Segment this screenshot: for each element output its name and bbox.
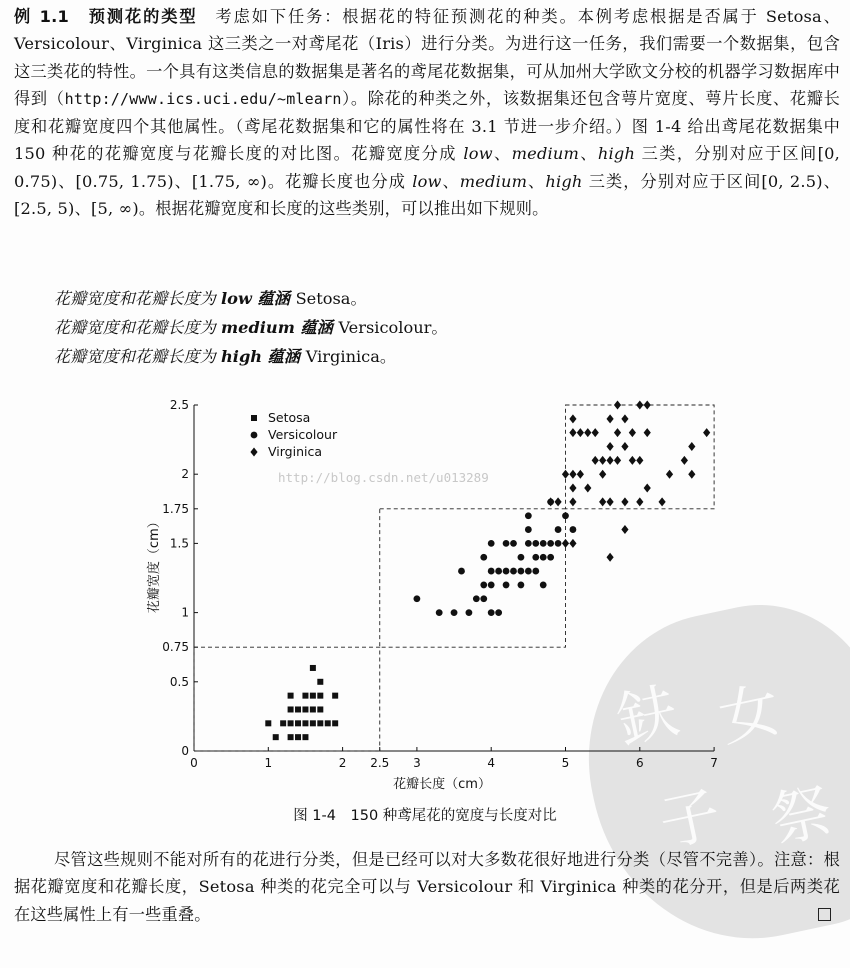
rule-class: Virginica bbox=[305, 347, 380, 366]
versicolour-point bbox=[547, 554, 554, 561]
x-tick-label: 0 bbox=[190, 756, 198, 770]
virginica-point bbox=[636, 497, 643, 506]
rule-level: medium bbox=[221, 318, 295, 337]
setosa-point bbox=[325, 720, 331, 726]
setosa-point bbox=[302, 720, 308, 726]
rule-text: 花瓣宽度和花瓣长度为 bbox=[54, 289, 222, 308]
url-watermark: http://blog.csdn.net/u013289 bbox=[278, 470, 489, 485]
virginica-point bbox=[569, 484, 576, 493]
virginica-point bbox=[569, 470, 576, 479]
legend-label: Virginica bbox=[268, 444, 323, 459]
x-tick-label: 1 bbox=[264, 756, 273, 770]
setosa-point bbox=[332, 693, 338, 699]
virginica-point bbox=[569, 428, 576, 437]
y-tick-label: 1 bbox=[181, 605, 189, 620]
seal-glyph: 鈇 bbox=[611, 675, 685, 757]
virginica-point bbox=[621, 442, 628, 451]
versicolour-point bbox=[525, 526, 532, 533]
seal-glyph: 祭 bbox=[765, 775, 839, 857]
setosa-point bbox=[310, 706, 316, 712]
uci-url: http://www.ics.uci.edu/~mlearn bbox=[64, 89, 342, 108]
setosa-point bbox=[302, 706, 308, 712]
rule-text: 蕴涵 bbox=[294, 318, 339, 337]
rules-list bbox=[54, 284, 448, 371]
y-tick-label: 0 bbox=[181, 744, 189, 758]
versicolour-point bbox=[495, 568, 502, 575]
intro-paragraph bbox=[14, 3, 840, 222]
end-of-example-box bbox=[818, 908, 831, 921]
rule-class: Versicolour bbox=[338, 318, 432, 337]
virginica-point bbox=[629, 456, 636, 465]
virginica-point bbox=[547, 497, 554, 506]
rule-text: 蕴涵 bbox=[262, 347, 306, 366]
virginica-point bbox=[614, 428, 621, 437]
class-region-box bbox=[380, 509, 566, 647]
versicolour-point bbox=[518, 568, 525, 575]
versicolour-point bbox=[562, 512, 569, 519]
virginica-point bbox=[658, 497, 665, 506]
class-region-box bbox=[194, 647, 380, 751]
virginica-point bbox=[599, 497, 606, 506]
setosa-point bbox=[295, 720, 301, 726]
legend-marker bbox=[251, 415, 257, 421]
y-tick-label: 2.5 bbox=[169, 398, 189, 412]
term-high: high bbox=[545, 171, 583, 191]
y-tick-label: 1.5 bbox=[169, 536, 189, 551]
rule-text: 蕴涵 bbox=[251, 289, 296, 308]
versicolour-point bbox=[532, 540, 539, 547]
setosa-point bbox=[288, 693, 294, 699]
versicolour-point bbox=[555, 540, 562, 547]
versicolour-point bbox=[525, 512, 532, 519]
setosa-point bbox=[273, 734, 279, 740]
rule-level: low bbox=[221, 289, 252, 308]
seal-glyph: 子 bbox=[653, 779, 727, 861]
virginica-point bbox=[584, 484, 591, 493]
versicolour-point bbox=[503, 540, 510, 547]
separator: 、 bbox=[492, 144, 512, 164]
setosa-point bbox=[265, 720, 271, 726]
versicolour-point bbox=[540, 582, 547, 589]
setosa-point bbox=[295, 734, 301, 740]
term-low: low bbox=[412, 171, 442, 191]
term-high: high bbox=[597, 144, 636, 164]
versicolour-point bbox=[532, 568, 539, 575]
virginica-point bbox=[562, 470, 569, 479]
virginica-point bbox=[703, 428, 710, 437]
virginica-point bbox=[569, 497, 576, 506]
versicolour-point bbox=[518, 554, 525, 561]
setosa-point bbox=[288, 734, 294, 740]
figure-caption: 图 1-4 150 种鸢尾花的宽度与长度对比 bbox=[293, 808, 557, 824]
term-low: low bbox=[463, 144, 493, 164]
virginica-point bbox=[636, 456, 643, 465]
conclusion-paragraph: 尽管这些规则不能对所有的花进行分类，但是已经可以对大多数花很好地进行分类（尽管不完善）。注意：根据花瓣宽度和花瓣长度，Setosa 种类的花完全可以与 Versicolour 和 Virginica 种类的花分开，但是后两类花在这些属性上有一些重叠。 bbox=[14, 850, 840, 924]
rule-text: 。 bbox=[379, 347, 397, 366]
virginica-point bbox=[606, 442, 613, 451]
virginica-point bbox=[606, 414, 613, 423]
setosa-point bbox=[317, 693, 323, 699]
setosa-point bbox=[302, 734, 308, 740]
versicolour-point bbox=[495, 609, 502, 616]
y-tick-label: 2 bbox=[181, 467, 189, 482]
setosa-point bbox=[302, 693, 308, 699]
setosa-point bbox=[288, 720, 294, 726]
paragraph-text: ）。除花的种类之外，该数据集还包含萼片宽度、萼片长度、花瓣长度和花瓣宽度四个其他属性。（鸢尾花数据集和它的属性将在 3.1 节进一步介绍。）图 1-4 给出鸢尾花数据集中 150 种花的花瓣宽度与花瓣长度的对比图。花瓣宽度分成 bbox=[14, 88, 840, 164]
versicolour-point bbox=[473, 595, 480, 602]
versicolour-point bbox=[436, 609, 443, 616]
x-tick-label: 2 bbox=[338, 756, 347, 770]
rule-text: 花瓣宽度和花瓣长度为 bbox=[54, 318, 222, 337]
versicolour-point bbox=[525, 568, 532, 575]
versicolour-point bbox=[488, 568, 495, 575]
virginica-point bbox=[592, 428, 599, 437]
versicolour-point bbox=[547, 540, 554, 547]
x-tick-label: 7 bbox=[710, 756, 718, 770]
rule-text: 。 bbox=[431, 318, 448, 337]
virginica-point bbox=[688, 442, 695, 451]
seal-glyph: 女 bbox=[713, 674, 787, 756]
virginica-point bbox=[614, 456, 621, 465]
virginica-point bbox=[614, 401, 621, 410]
paragraph-text: 考虑如下任务：根据花的特征预测花的种类。本例考虑根据是否属于 Setosa、Versicolour、Virginica 这三类之一对鸢尾花（Iris）进行分类。为进行这一任务，我们需要一个数据集，包含这三类花的特性。一个具有这类信息的数据集是著名的鸢尾花数据集，可从加州大学欧文分校的机器学习数据库中得到（ bbox=[14, 7, 841, 108]
example-label: 例 1.1 bbox=[14, 7, 69, 26]
rule-medium bbox=[54, 313, 448, 342]
separator: 、 bbox=[579, 144, 598, 164]
virginica-point bbox=[606, 456, 613, 465]
x-tick-label: 6 bbox=[635, 756, 644, 770]
virginica-point bbox=[636, 401, 643, 410]
virginica-point bbox=[621, 525, 628, 534]
versicolour-point bbox=[488, 582, 495, 589]
versicolour-point bbox=[488, 609, 495, 616]
separator: 、 bbox=[527, 171, 546, 191]
virginica-point bbox=[644, 401, 651, 410]
virginica-point bbox=[688, 470, 695, 479]
setosa-point bbox=[280, 720, 286, 726]
rule-text: 。 bbox=[350, 289, 367, 308]
versicolour-point bbox=[532, 554, 539, 561]
rule-text: 花瓣宽度和花瓣长度为 bbox=[54, 347, 222, 366]
versicolour-point bbox=[466, 609, 473, 616]
legend-label: Setosa bbox=[268, 410, 311, 425]
virginica-point bbox=[577, 470, 584, 479]
virginica-point bbox=[666, 470, 673, 479]
y-tick-label: 0.75 bbox=[162, 640, 189, 655]
setosa-point bbox=[332, 720, 338, 726]
setosa-point bbox=[288, 706, 294, 712]
virginica-point bbox=[606, 553, 613, 562]
rule-level: high bbox=[221, 347, 263, 366]
versicolour-point bbox=[510, 540, 517, 547]
rule-low bbox=[54, 284, 448, 313]
rule-class: Setosa bbox=[295, 289, 351, 308]
versicolour-point bbox=[510, 568, 517, 575]
setosa-point bbox=[310, 665, 316, 671]
versicolour-point bbox=[503, 582, 510, 589]
legend-label: Versicolour bbox=[268, 427, 338, 442]
virginica-point bbox=[629, 428, 636, 437]
virginica-point bbox=[606, 497, 613, 506]
paragraph-text: 三类，分别对应于区间[0, 0.75)、[0.75, 1.75)、[1.75, ∞)。花瓣长度也分成 bbox=[14, 144, 840, 191]
virginica-point bbox=[577, 428, 584, 437]
virginica-point bbox=[621, 497, 628, 506]
virginica-point bbox=[554, 497, 561, 506]
virginica-point bbox=[569, 414, 576, 423]
versicolour-point bbox=[570, 526, 577, 533]
rule-high bbox=[54, 342, 448, 371]
setosa-point bbox=[317, 720, 323, 726]
setosa-point bbox=[317, 679, 323, 685]
y-axis-label: 花瓣宽度（cm） bbox=[147, 515, 162, 614]
virginica-point bbox=[592, 456, 599, 465]
y-tick-label: 0.5 bbox=[169, 674, 189, 689]
versicolour-point bbox=[458, 568, 465, 575]
setosa-point bbox=[310, 720, 316, 726]
versicolour-point bbox=[503, 568, 510, 575]
iris-scatter-chart bbox=[140, 390, 740, 800]
versicolour-point bbox=[555, 526, 562, 533]
x-tick-label: 2.5 bbox=[370, 756, 390, 770]
legend-marker bbox=[251, 432, 258, 439]
versicolour-point bbox=[540, 540, 547, 547]
virginica-point bbox=[584, 428, 591, 437]
setosa-point bbox=[317, 706, 323, 712]
virginica-point bbox=[599, 470, 606, 479]
virginica-point bbox=[569, 539, 576, 548]
versicolour-point bbox=[480, 595, 487, 602]
virginica-point bbox=[621, 414, 628, 423]
versicolour-point bbox=[480, 582, 487, 589]
versicolour-point bbox=[480, 554, 487, 561]
x-tick-label: 3 bbox=[413, 756, 421, 770]
versicolour-point bbox=[488, 540, 495, 547]
separator: 、 bbox=[441, 171, 460, 191]
y-tick-label: 1.75 bbox=[162, 501, 189, 516]
paragraph-text: 三类，分别对应于区间[0, 2.5)、[2.5, 5)、[5, ∞)。根据花瓣宽度和长度的这些类别，可以推出如下规则。 bbox=[14, 171, 841, 219]
setosa-point bbox=[310, 693, 316, 699]
legend-marker bbox=[250, 448, 257, 457]
x-tick-label: 5 bbox=[561, 756, 570, 770]
example-title: 预测花的类型 bbox=[88, 7, 198, 26]
versicolour-point bbox=[518, 582, 525, 589]
versicolour-point bbox=[414, 595, 421, 602]
x-axis-label: 花瓣长度（cm） bbox=[393, 777, 491, 792]
virginica-point bbox=[644, 484, 651, 493]
virginica-point bbox=[599, 456, 606, 465]
x-tick-label: 4 bbox=[487, 756, 496, 770]
setosa-point bbox=[295, 706, 301, 712]
versicolour-point bbox=[540, 554, 547, 561]
virginica-point bbox=[644, 428, 651, 437]
virginica-point bbox=[681, 456, 688, 465]
term-medium: medium bbox=[459, 171, 528, 191]
virginica-point bbox=[562, 539, 569, 548]
versicolour-point bbox=[451, 609, 458, 616]
term-medium: medium bbox=[511, 144, 580, 164]
versicolour-point bbox=[525, 540, 532, 547]
